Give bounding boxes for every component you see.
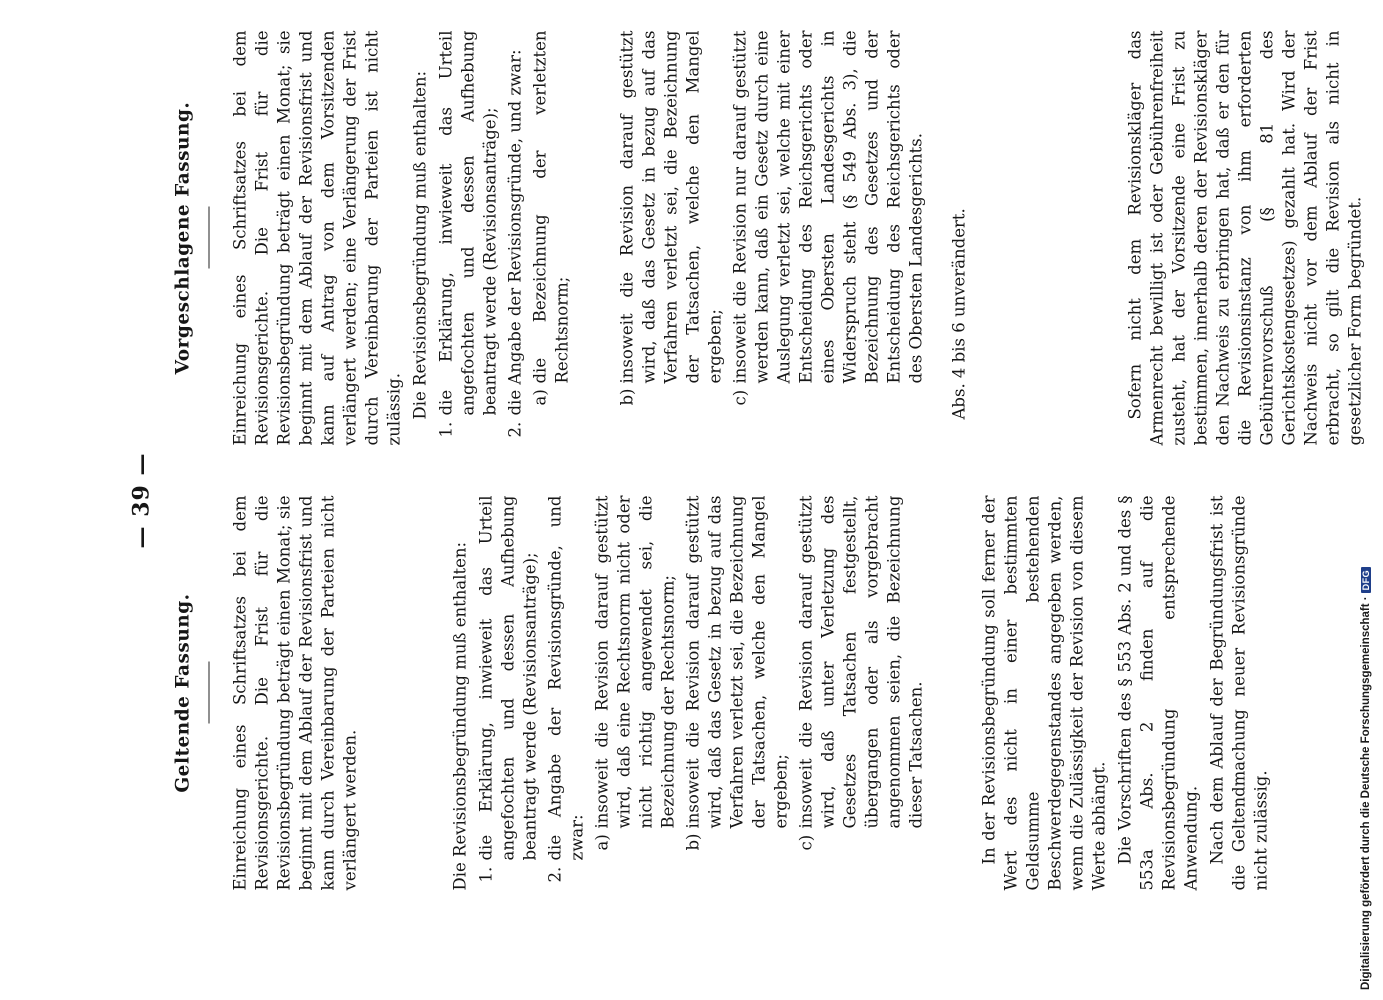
spacer: [576, 30, 616, 445]
column-heading-current: Geltende Fassung.: [172, 592, 193, 793]
paragraph-contents-intro: Die Revisionsbegründung muß enthalten:: [450, 541, 469, 890]
list-item-number: 2.: [505, 421, 524, 437]
list-item-text: die Angabe der Revisionsgründe, und zwar:: [545, 495, 586, 860]
list-item-text: die Erklärung, inwieweit das Urteil angefochten und dessen Aufhebung beantragt werde (Revisionsanträge);: [436, 30, 499, 415]
sub-list-item: [729, 30, 927, 445]
digitization-credit: [1361, 8, 1379, 992]
list-item-number: 2.: [545, 866, 564, 882]
list-item: [544, 495, 588, 890]
sub-list-item: [591, 495, 679, 890]
paragraph-contents-intro: Die Revisionsbegründung muß enthalten:: [410, 70, 429, 419]
list-item: [504, 30, 526, 445]
spacer: [930, 30, 948, 445]
sub-list-item-text: insoweit die Revision darauf gestützt wird, daß eine Rechtsnorm nicht oder nicht richtig angewendet sei, die Bezeichnung der Rechtsnorm;: [592, 495, 677, 828]
sub-list-item: [682, 495, 792, 890]
sub-list-item: [616, 30, 726, 445]
sub-list-item-text: insoweit die Revision darauf gestützt wird, daß unter Verletzung des Gesetzes Tatsachen festgestellt, übergangen oder als vorgebracht angenommen seien, die Bezeichnung dieser Tatsachen.: [796, 495, 925, 828]
paragraph-fee-advance: Sofern nicht dem Revisionskläger das Armenrecht bewilligt ist oder Gebührenfreiheit zusteht, hat der Vorsitzende eine Frist zu bestimmen, innerhalb deren der Revisionskläger den Nachweis zu erbringen hat, daß er den für die Revisionsinstanz von ihm erforderten Gebührenvorschuß (§ 81 des Gerichtskostengesetzes) gezahlt hat. Wird der Nachweis nicht vor dem Ablauf der Frist erbracht, so gilt die Revision als nicht in gesetzlicher Form begründet.: [1125, 30, 1364, 445]
column-heading-proposed: Vorgeschlagene Fassung.: [172, 101, 193, 374]
heading-rule: [208, 662, 209, 724]
column-current-version: [172, 495, 1276, 890]
list-item-text: die Erklärung, inwieweit das Urteil angefochten und dessen Aufhebung beantragt werde (Revisionsanträge);: [476, 495, 539, 860]
sub-list-item-letter: a): [530, 388, 549, 405]
page-number: — 39 —: [128, 452, 154, 548]
sub-list-item-text: insoweit die Revision darauf gestützt wird, daß das Gesetz in bezug auf das Verfahren verletzt sei, die Bezeichnung der Tatsachen, welche den Mangel ergeben;: [617, 30, 724, 383]
sub-list-item-letter: c): [730, 389, 749, 405]
credit-text: Digitalisierung gefördert durch die Deutsche Forschungsgemeinschaft ·: [1360, 596, 1372, 990]
paragraph-deadline: Einreichung eines Schriftsatzes bei dem Revisionsgerichte. Die Frist für die Revisionsbegründung beträgt einen Monat; sie beginnt mit dem Ablauf der Revisionsfrist und kann durch Vereinbarung der Parteien nicht verlängert werden.: [230, 495, 359, 890]
credit-line: [1360, 10, 1378, 990]
dfg-logo: DFG: [1361, 567, 1371, 594]
column-proposed-version: [172, 30, 1370, 445]
list-item-number: 1.: [436, 421, 455, 437]
heading-rule: [208, 207, 209, 269]
paragraph-deadline: Einreichung eines Schriftsatzes bei dem Revisionsgerichte. Die Frist für die Revisionsbegründung beträgt einen Monat; sie beginnt mit dem Ablauf der Revisionsfrist und kann auf Antrag von dem Vorsitzenden verlängert werden; eine Verlängerung der Frist durch Vereinbarung der Parteien ist nicht zulässig.: [230, 30, 403, 445]
list-item-text: die Angabe der Revisionsgründe, und zwar:: [505, 48, 524, 415]
paragraph-provisions: Die Vorschriften des § 553 Abs. 2 und des § 553a Abs. 2 finden auf die Revisionsbegründung entsprechende Anwendung.: [1115, 495, 1200, 890]
sub-list-item-letter: a): [592, 833, 611, 850]
paragraph-value-statement: In der Revisionsbegründung soll ferner der Wert des nicht in einer bestimmten Geldsumme bestehenden Beschwerdegegenstandes angegeben werden, wenn die Zulässigkeit der Revision von diesem Werte abhängt.: [979, 495, 1108, 890]
spacer: [930, 495, 978, 890]
sub-list-item-text: insoweit die Revision nur darauf gestützt werden kann, daß ein Gesetz durch eine Auslegung verletzt sei, welche mit einer Entscheidung des Reichsgerichts oder eines Obersten Landesgerichts in Widerspruch steht (§ 549 Abs. 3), die Bezeichnung des Gesetzes und der Entscheidung des Reichsgerichts oder des Obersten Landesgerichts.: [730, 30, 925, 383]
sub-list-item-letter: b): [617, 388, 636, 405]
paragraph-unchanged: Abs. 4 bis 6 unverändert.: [949, 207, 968, 419]
sub-list-item-letter: c): [796, 834, 815, 850]
sub-list-item: [795, 495, 927, 890]
list-item: [475, 495, 541, 890]
sub-list-item-text: die Bezeichnung der verletzten Rechtsnorm;: [530, 30, 571, 383]
sub-list-item-letter: b): [683, 833, 702, 850]
spacer: [365, 495, 449, 890]
spacer: [974, 30, 1124, 445]
paragraph-new-grounds: Nach dem Ablauf der Begründungsfrist ist die Geltendmachung neuer Revisionsgründe nicht zulässig.: [1207, 495, 1270, 890]
sub-list-item: [529, 30, 573, 445]
list-item-number: 1.: [476, 866, 495, 882]
list-item: [435, 30, 501, 445]
sub-list-item-text: insoweit die Revision darauf gestützt wird, daß das Gesetz in bezug auf das Verfahren verletzt sei, die Bezeichnung der Tatsachen, welche den Mangel ergeben;: [683, 495, 790, 828]
